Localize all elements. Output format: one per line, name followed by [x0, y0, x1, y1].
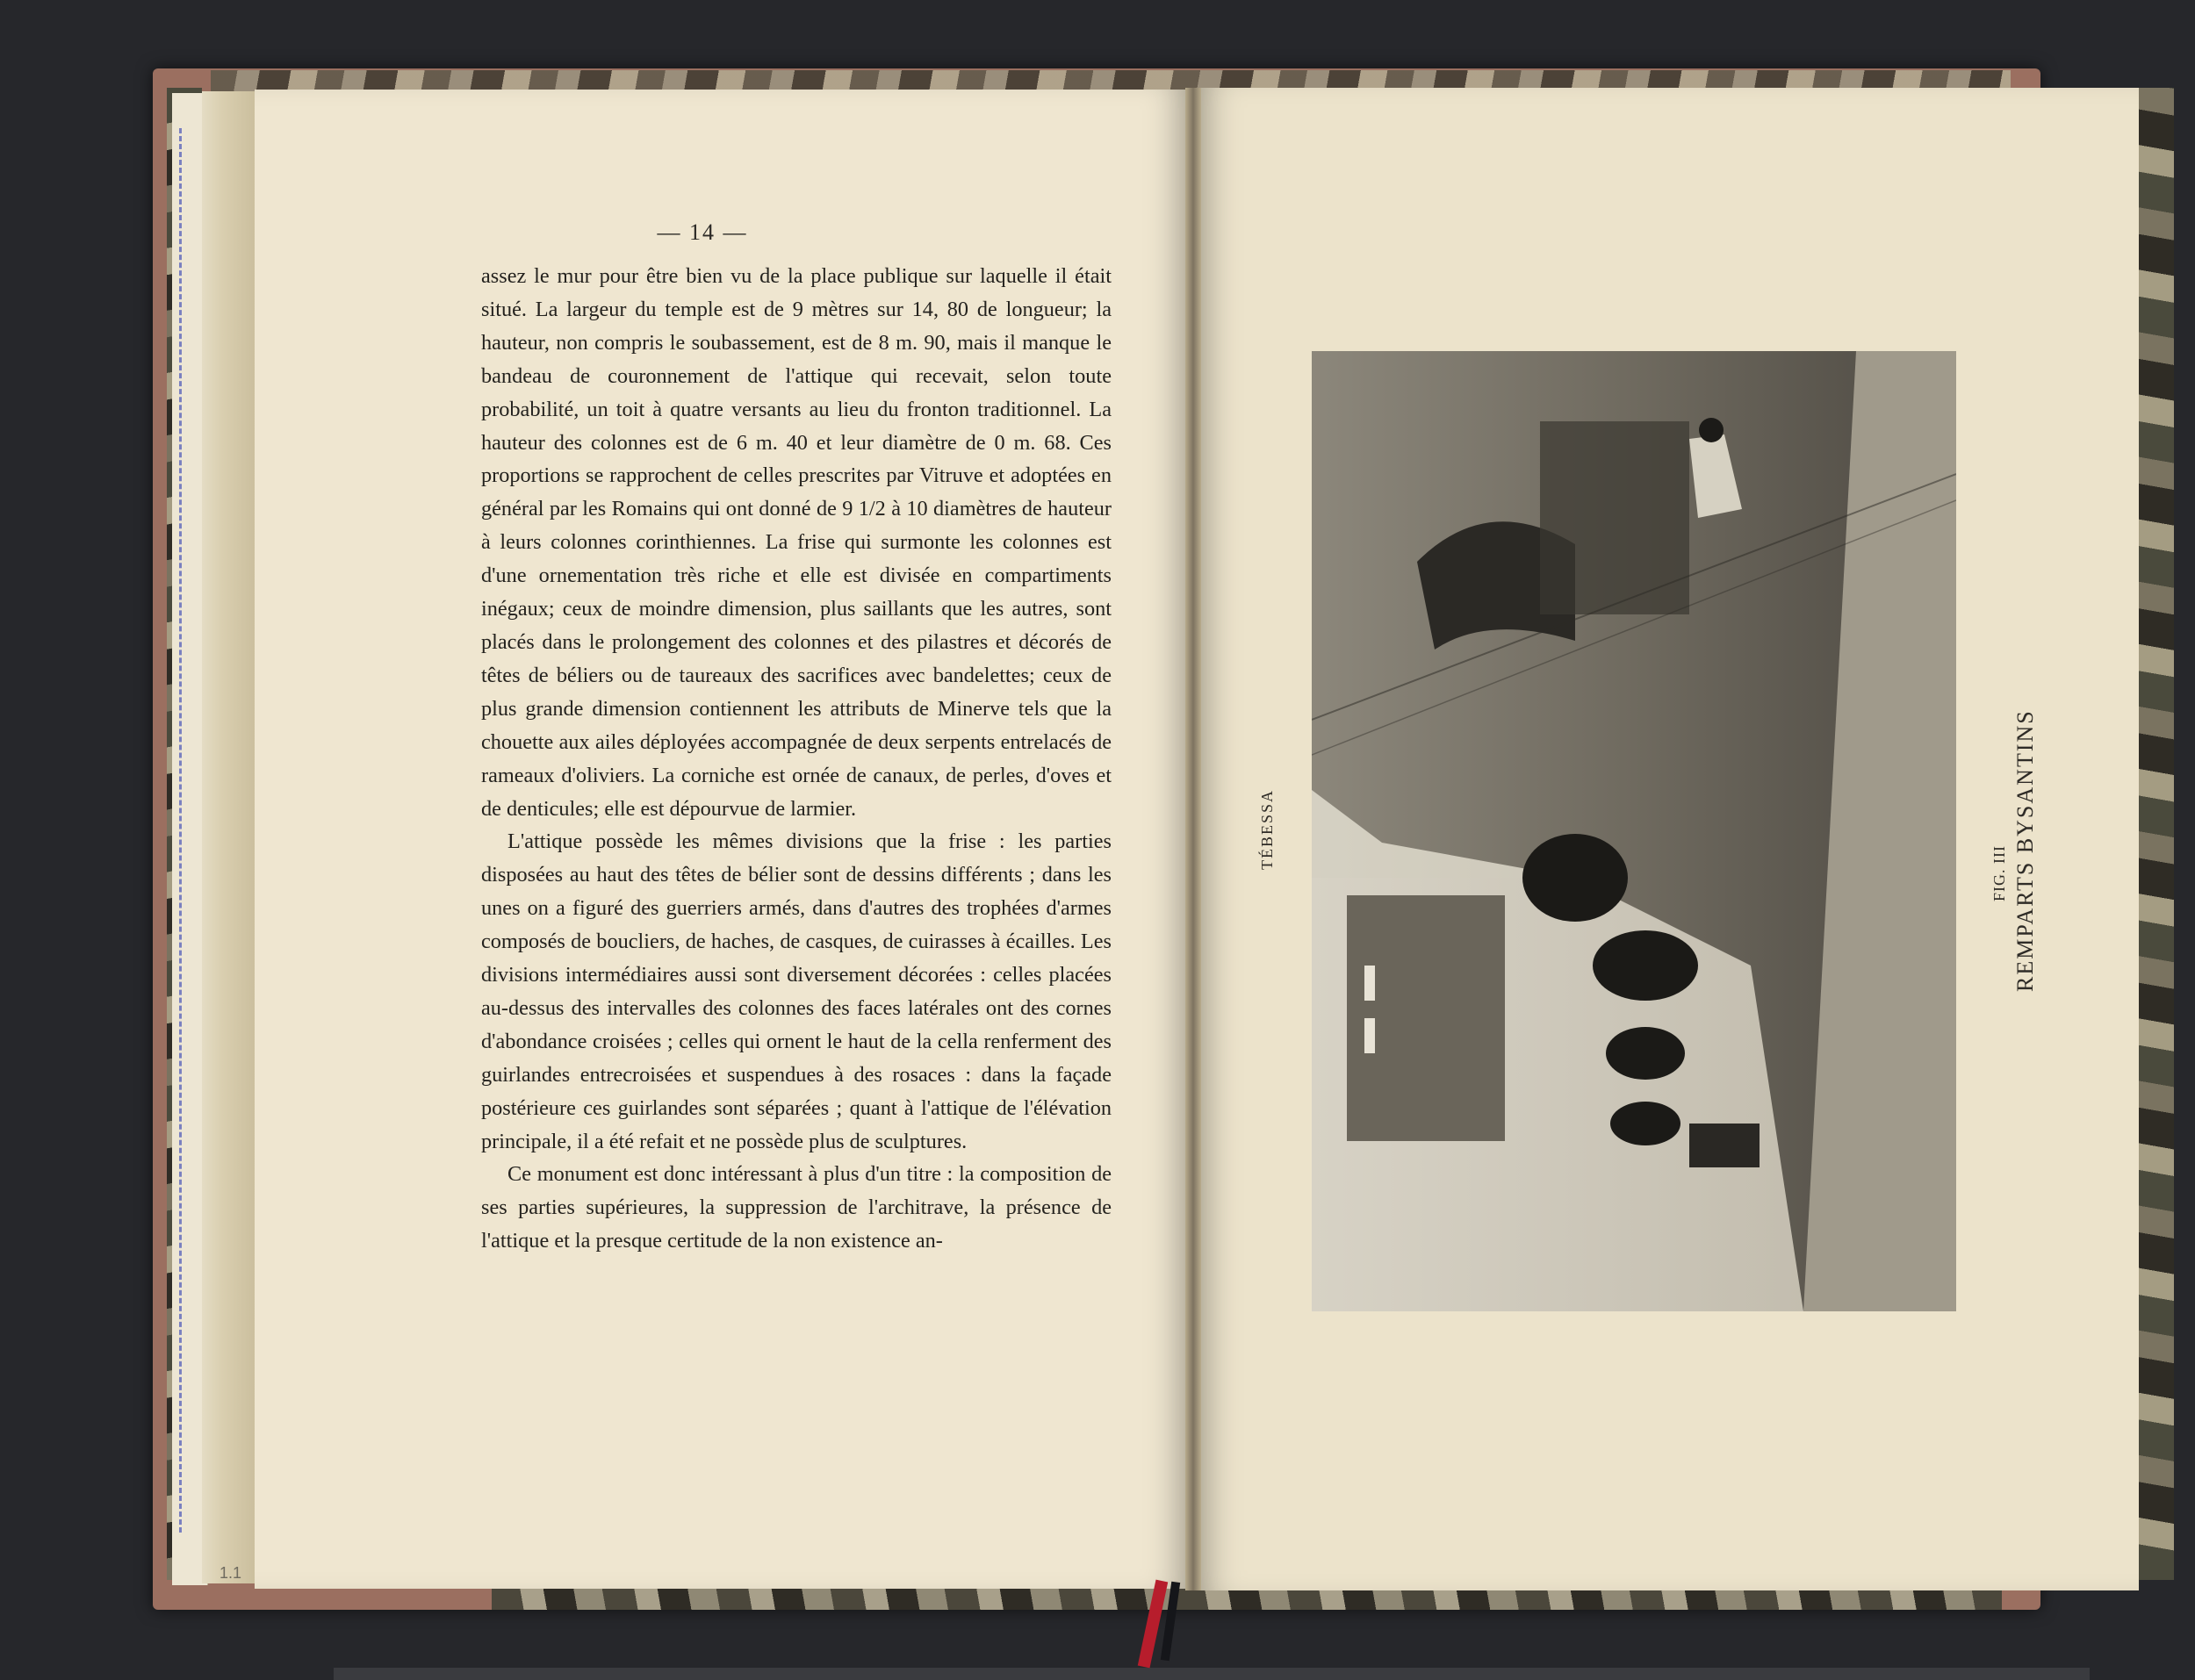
- book-gutter: [1185, 88, 1201, 1590]
- plate-arch-4: [1522, 834, 1628, 922]
- plate-figure-head: [1699, 418, 1724, 442]
- marbled-endpaper-right: [2139, 88, 2174, 1580]
- plate-caption: REMPARTS BYSANTINS: [2012, 709, 2038, 992]
- plate-arch-3: [1610, 1102, 1680, 1145]
- figure-number: FIG. III: [1990, 845, 2008, 901]
- plate-arch-2: [1606, 1027, 1685, 1080]
- plate-location-label: TÉBESSA: [1258, 789, 1276, 871]
- paragraph-3: Ce monument est donc intéressant à plus d'un titre : la composition de ses parties supérieures, la suppression de l'architrave, la présence de l'attique et la presque certitude de la non existence an-: [481, 1162, 1112, 1253]
- paragraph-2: L'attique possède les mêmes divisions que la frise : les parties disposées au haut des têtes de bélier sont de dessins différents ; dans les unes on a figuré des guerriers armés, dans d'autres des trophées d'armes composés de boucliers, de haches, de casques, de cuirasses à écailles. Les divisions intermédiaires aussi sont diversement décorées : celles placées au-dessus des intervalles des colonnes des faces latérales ont des cornes d'abondance croisées ; celles qui ornent le haut de la cella renferment des guirlandes entrecroisées et suspendues à des rosaces : dans la façade postérieure ces guirlandes sont séparées ; quant à l'attique de l'élévation principale, il a été refait et ne possède plus de sculptures.: [481, 829, 1112, 1153]
- plate-image: [1312, 351, 1956, 1311]
- page-number: — 14 —: [657, 219, 748, 245]
- flyleaf-ink-marks: [179, 128, 199, 1533]
- photographic-plate[interactable]: [1312, 351, 1956, 1311]
- table-surface: [334, 1668, 2090, 1680]
- body-text: [481, 260, 1112, 1258]
- paragraph-1: assez le mur pour être bien vu de la place publique sur laquelle il était situé. La largeur du temple est de 9 mètres sur 14, 80 de longueur; la hauteur, non compris le soubassement, est de 8 m. 90, mais il manque le bandeau de couronnement de l'attique qui recevait, selon toute probabilité, un toit à quatre versants au lieu du fronton traditionnel. La hauteur des colonnes est de 6 m. 40 et leur diamètre de 0 m. 68. Ces proportions se rapprochent de celles prescrites par Vitruve et adoptées en général par les Romains qui ont donné de 9 1/2 à 10 diamètres de hauteur à leurs colonnes corinthiennes. La frise qui surmonte les colonnes est d'une ornementation très riche et elle est divisée en compartiments inégaux; ceux de moindre dimension, plus saillants que les autres, sont placés dans le prolongement des colonnes et des pilastres et décorés de têtes de béliers ou de taureaux des sacrifices avec bandelettes; ceux de plus grande dimension contiennent les attributs de Minerve tels que la chouette aux ailes déployées accompagnée de deux serpents entrelacés de rameaux d'oliviers. La corniche est ornée de canaux, de perles, d'oves et de denticules; elle est dépourvue de larmier.: [481, 264, 1112, 821]
- plate-arch-1: [1593, 930, 1698, 1001]
- page-stack: [202, 91, 255, 1583]
- pencil-margin-mark: 1.1: [220, 1564, 242, 1582]
- plate-cart: [1689, 1124, 1760, 1167]
